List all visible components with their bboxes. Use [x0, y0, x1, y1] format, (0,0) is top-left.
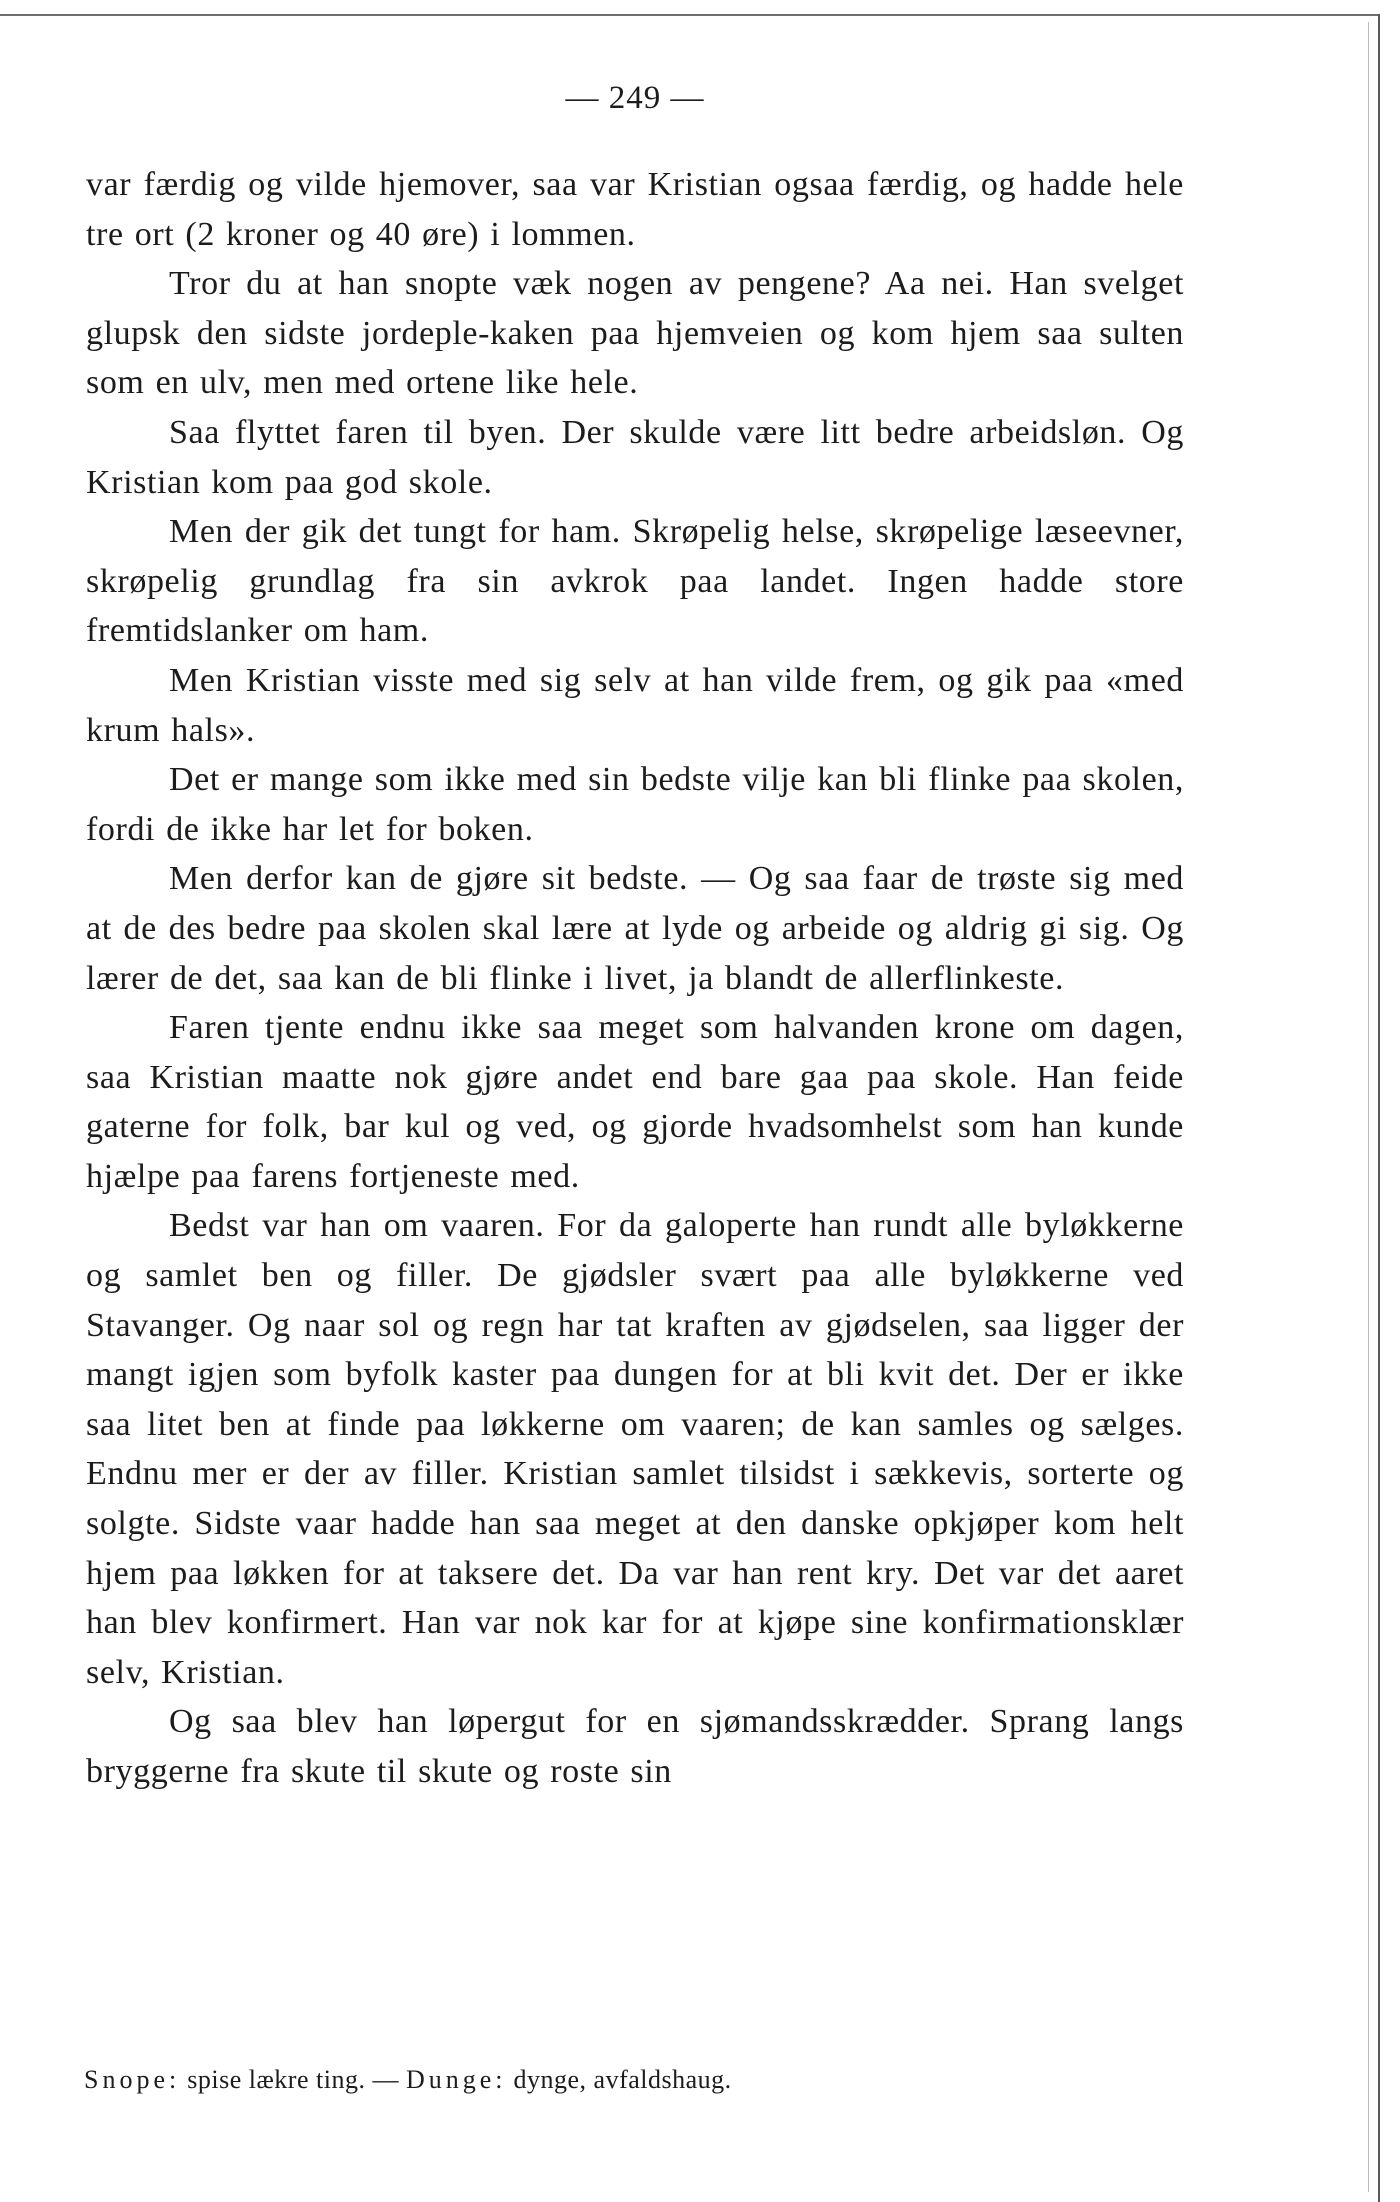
- scan-border-right-inner: [1368, 22, 1369, 2192]
- footnote: [84, 2062, 1098, 2098]
- paragraph: Og saa blev han løpergut for en sjømandsskrædder. Sprang langs bryggerne fra skute til skute og roste sin: [86, 1703, 1184, 1790]
- paragraph: Det er mange som ikke med sin bedste vilje kan bli flinke paa skolen, fordi de ikke har let for boken.: [86, 761, 1184, 848]
- footnote-definition: spise lækre ting.: [187, 2065, 366, 2094]
- paragraph: Men derfor kan de gjøre sit bedste. — Og saa faar de trøste sig med at de des bedre paa skolen skal lære at lyde og arbeide og aldrig gi sig. Og lærer de det, saa kan de bli flinke i livet, ja blandt de allerflinkeste.: [86, 860, 1184, 997]
- footnote-separator: —: [372, 2065, 399, 2094]
- scan-border-top: [0, 14, 1380, 16]
- footnote-term: Dunge:: [405, 2065, 507, 2094]
- paragraph: Bedst var han om vaaren. For da galoperte han rundt alle byløkkerne og samlet ben og filler. De gjødsler svært paa alle byløkkerne ved Stavanger. Og naar sol og regn har tat kraften av gjødselen, saa ligger der mangt igjen som byfolk kaster paa dungen for at bli kvit det. Der er ikke saa litet ben at finde paa løkkerne om vaaren; de kan samles og sælges. Endnu mer er der av filler. Kristian samlet tilsidst i sækkevis, sorterte og solgte. Sidste vaar hadde han saa meget at den danske opkjøper kom helt hjem paa løkken for at taksere det. Da var han rent kry. Det var det aaret han blev konfirmert. Han var nok kar for at kjøpe sine konfirmationsklær selv, Kristian.: [86, 1207, 1184, 1691]
- paragraph: Men Kristian visste med sig selv at han vilde frem, og gik paa «med krum hals».: [86, 661, 1184, 749]
- footnote-definition: dynge, avfaldshaug.: [513, 2065, 732, 2094]
- scan-border-right: [1378, 14, 1380, 2202]
- body-text: [86, 160, 1184, 1797]
- paragraph: Men der gik det tungt for ham. Skrøpelig helse, skrøpelige læseevner, skrøpelig grundlag fra sin avkrok paa landet. Ingen hadde store fremtidslanker om ham.: [86, 513, 1184, 650]
- footnote-term: Snope:: [84, 2065, 181, 2094]
- paragraph-continued: var færdig og vilde hjemover, saa var Kristian ogsaa færdig, og hadde hele tre ort (2 kroner og 40 øre) i lommen.: [86, 166, 1184, 253]
- paragraph: Saa flyttet faren til byen. Der skulde være litt bedre arbeidsløn. Og Kristian kom paa god skole.: [86, 413, 1184, 501]
- paragraph: Faren tjente endnu ikke saa meget som halvanden krone om dagen, saa Kristian maatte nok gjøre andet end bare gaa paa skole. Han feide gaterne for folk, bar kul og ved, og gjorde hvadsomhelst som han kunde hjælpe paa farens fortjeneste med.: [86, 1009, 1184, 1195]
- page-number: — 249 —: [565, 80, 705, 116]
- paragraph: Tror du at han snopte væk nogen av pengene? Aa nei. Han svelget glupsk den sidste jordeple-kaken paa hjemveien og kom hjem saa sulten som en ulv, men med ortene like hele.: [86, 265, 1184, 402]
